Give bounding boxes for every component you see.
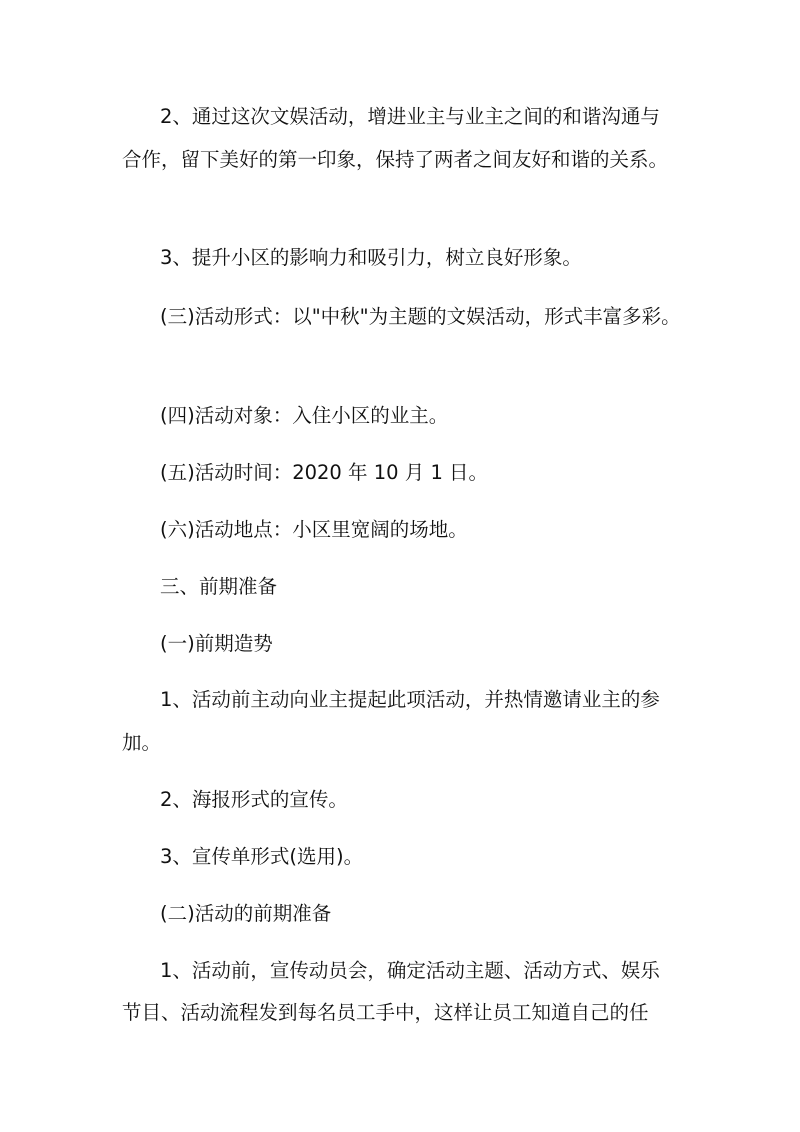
paragraph-line: 加。: [122, 731, 162, 754]
paragraph-line: 3、提升小区的影响力和吸引力，树立良好形象。: [160, 246, 582, 269]
paragraph-line: 2、海报形式的宣传。: [160, 788, 348, 811]
section-heading: 三、前期准备: [160, 575, 278, 598]
subsection-heading: (二)活动的前期准备: [160, 902, 332, 925]
paragraph-line: 1、活动前，宣传动员会，确定活动主题、活动方式、娱乐: [160, 959, 660, 982]
paragraph-line: 合作，留下美好的第一印象，保持了两者之间友好和谐的关系。: [122, 148, 669, 171]
paragraph-line: (六)活动地点：小区里宽阔的场地。: [160, 518, 468, 541]
paragraph-line: (四)活动对象：入住小区的业主。: [160, 404, 449, 427]
paragraph-line: 1、活动前主动向业主提起此项活动，并热情邀请业主的参: [160, 688, 660, 711]
paragraph-line: 2、通过这次文娱活动，增进业主与业主之间的和谐沟通与: [160, 105, 660, 128]
paragraph-line: 3、宣传单形式(选用)。: [160, 845, 364, 868]
paragraph-line: 节目、活动流程发到每名员工手中，这样让员工知道自己的任: [122, 1001, 649, 1024]
paragraph-line: (三)活动形式：以"中秋"为主题的文娱活动，形式丰富多彩。: [160, 305, 681, 328]
paragraph-line: (五)活动时间：2020 年 10 月 1 日。: [160, 461, 489, 484]
subsection-heading: (一)前期造势: [160, 632, 273, 655]
